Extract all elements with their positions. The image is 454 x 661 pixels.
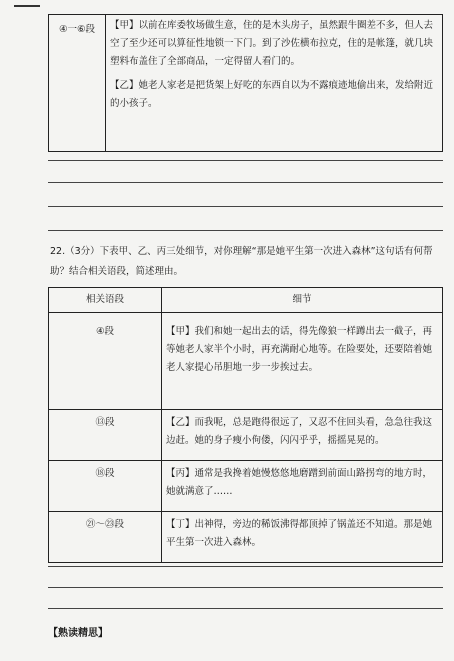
question-line-2: 助？结合相关语段，简述理由。 — [50, 266, 184, 277]
answer-line[interactable] — [48, 230, 443, 231]
row-detail — [162, 461, 443, 512]
question-line-1: 22.（3分）下表甲、乙、丙三处细节，对你理解“那是她平生第一次进入森林”这句话有何帮 — [50, 246, 433, 257]
top-section-cell — [49, 15, 106, 152]
answer-line[interactable] — [48, 608, 443, 609]
answer-line[interactable] — [48, 587, 443, 588]
row-detail-text: 【丙】通常是我搀着她慢悠悠地磨蹭到前面山路拐弯的地方时，她就满意了…… — [166, 468, 433, 497]
answer-line[interactable] — [48, 566, 443, 567]
row-detail-text: 【丁】出神得，旁边的稀饭沸得都顶掉了锅盖还不知道。那是她平生第一次进入森林。 — [166, 519, 433, 548]
row-section — [49, 461, 162, 512]
answer-line[interactable] — [48, 206, 443, 207]
table-row — [49, 410, 443, 461]
answer-line[interactable] — [48, 160, 443, 161]
row-detail — [162, 410, 443, 461]
row-section — [49, 313, 162, 410]
detail-table — [48, 287, 443, 563]
corner-mark — [14, 0, 40, 7]
row-section-label: ④段 — [95, 326, 115, 337]
top-section-label: ④一⑥段 — [58, 24, 96, 35]
top-table — [48, 14, 443, 152]
row-detail — [162, 512, 443, 563]
header-detail: 细节 — [162, 288, 443, 313]
row-section-label: ㉑～㉓段 — [85, 519, 124, 530]
question-22 — [50, 242, 450, 282]
top-para-2: 【乙】她老人家老是把货架上好吃的东西自以为不露痕迹地偷出来，发给附近的小孩子。 — [110, 80, 434, 109]
row-section — [49, 512, 162, 563]
row-detail-text: 【乙】而我呢，总是跑得很远了，又忍不住回头看，急急往我这边赶。她的身子瘦小佝偻，闪闪乎乎，摇摇晃晃的。 — [166, 417, 433, 446]
row-section-label: ⑬段 — [95, 417, 115, 428]
answer-line[interactable] — [48, 182, 443, 183]
section-heading: 【熟读精思】 — [48, 628, 108, 639]
top-detail-cell — [106, 15, 443, 152]
row-section — [49, 410, 162, 461]
row-detail — [162, 313, 443, 410]
row-section-label: ⑱段 — [95, 468, 115, 479]
table-row — [49, 512, 443, 563]
top-para-1: 【甲】以前在库委牧场做生意，住的是木头房子，虽然跟牛圈差不多，但人去空了至少还可以算征性地锁一下门。到了沙佐横布拉克，住的是帐篷，就几块塑料布盖住了全部商品，一定得留人看门的。 — [110, 20, 434, 67]
row-detail-text: 【甲】我们和她一起出去的话，得先像狼一样蹲出去一截子，再等她老人家半个小时，再充满耐心地等。在险要处，还要陪着她老人家提心吊胆地一步一步挨过去。 — [166, 326, 433, 373]
header-section: 相关语段 — [49, 288, 162, 313]
table-row — [49, 313, 443, 410]
table-row — [49, 461, 443, 512]
table-header-row — [49, 288, 443, 313]
